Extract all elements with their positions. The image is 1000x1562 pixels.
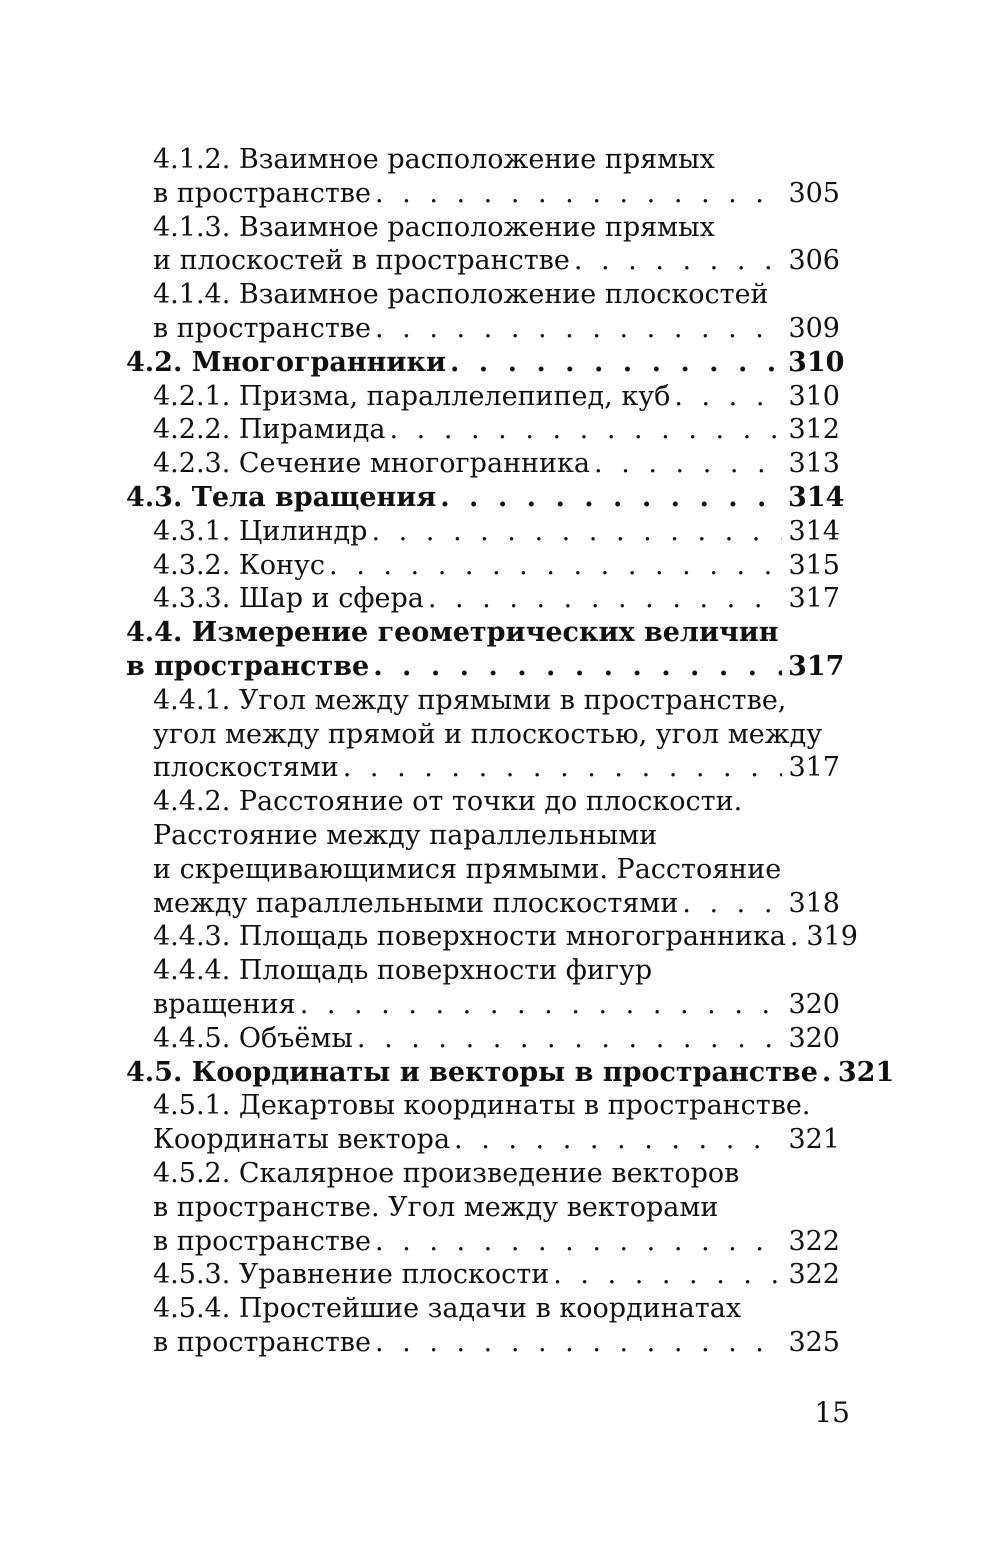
toc-entry-line: [126, 819, 840, 853]
dot-leader: [373, 650, 782, 684]
toc-entry-title: между параллельными плоскостями: [153, 887, 679, 919]
toc-entry-title: в пространстве: [153, 177, 371, 209]
toc-entry-line: [126, 1258, 840, 1292]
toc-entry-line: [126, 1123, 840, 1157]
toc-entry-line: [126, 751, 840, 785]
toc-entry-title: 4.5.4. Простейшие задачи в координатах: [153, 1293, 742, 1325]
toc-entry-title: 4.5. Координаты и векторы в пространстве: [126, 1056, 818, 1088]
toc-entry-line: [126, 380, 840, 414]
toc-section-heading: [126, 1056, 895, 1090]
dot-leader: [375, 312, 782, 346]
toc-entry-line: [126, 211, 840, 245]
toc-page-number: 319: [806, 921, 858, 953]
toc-entry-line: [126, 1292, 840, 1326]
toc-entry-line: [126, 447, 840, 481]
dot-leader: [300, 988, 782, 1022]
toc-page-number: 317: [788, 650, 845, 682]
toc-page-number: 312: [788, 414, 840, 446]
toc-entry-title: 4.2.3. Сечение многогранника: [153, 448, 591, 480]
toc-page-number: 313: [788, 448, 840, 480]
dot-leader: [375, 1326, 782, 1360]
dot-leader: [450, 346, 782, 380]
toc-entry-title: 4.2.1. Призма, параллелепипед, куб: [153, 380, 671, 412]
toc-page-number: 305: [788, 177, 840, 209]
dot-leader: [375, 1225, 782, 1259]
toc-entry-line: [126, 684, 840, 718]
toc-entry-line: [126, 1022, 840, 1056]
toc-entry-title: 4.4.5. Объёмы: [153, 1022, 353, 1054]
toc-entry-title: 4.4.1. Угол между прямыми в пространстве,: [153, 684, 787, 716]
dot-leader: [574, 244, 782, 278]
toc-entry-line: [126, 177, 840, 211]
dot-leader: [594, 447, 782, 481]
toc-page-number: 322: [788, 1259, 840, 1291]
toc-entry-title: и плоскостей в пространстве: [153, 245, 570, 277]
toc-page-number: 306: [788, 245, 840, 277]
toc-page-number: 309: [788, 312, 840, 344]
toc-entry-line: [126, 1089, 840, 1123]
dot-leader: [682, 887, 782, 921]
toc-entry-title: 4.5.3. Уравнение плоскости: [153, 1259, 550, 1291]
toc-entry-line: [126, 549, 840, 583]
toc-entry-title: в пространстве. Угол между векторами: [153, 1191, 719, 1223]
toc-page-number: 318: [788, 887, 840, 919]
toc-entry-title: 4.5.2. Скалярное произведение векторов: [153, 1157, 740, 1189]
toc-page-number: 321: [837, 1056, 895, 1088]
toc-entry-line: [126, 143, 840, 177]
dot-leader: [329, 549, 782, 583]
toc-entry-title: и скрещивающимися прямыми. Расстояние: [153, 853, 782, 885]
dot-leader: [790, 920, 800, 954]
toc-entry-title: 4.2. Многогранники: [126, 346, 446, 378]
toc-entry-title: плоскостями: [153, 752, 339, 784]
table-of-contents: [126, 143, 895, 1360]
toc-entry-title: угол между прямой и плоскостью, угол между: [153, 718, 823, 750]
dot-leader: [454, 1123, 782, 1157]
dot-leader: [390, 413, 782, 447]
toc-entry-title: 4.5.1. Декартовы координаты в пространстве.: [153, 1090, 811, 1122]
toc-entry-title: 4.3.2. Конус: [153, 549, 326, 581]
dot-leader: [371, 515, 782, 549]
toc-entry-title: 4.3. Тела вращения: [126, 481, 437, 513]
toc-entry-title: 4.1.4. Взаимное расположение плоскостей: [153, 279, 769, 311]
toc-entry-title: в пространстве: [153, 312, 371, 344]
dot-leader: [428, 582, 782, 616]
toc-entry-line: [126, 1157, 840, 1191]
dot-leader: [343, 751, 782, 785]
toc-entry-line: [126, 988, 840, 1022]
toc-entry-line: [126, 1225, 840, 1259]
toc-entry-line: [126, 413, 840, 447]
toc-entry-title: 4.4.3. Площадь поверхности многогранника: [153, 921, 786, 953]
toc-entry-title: 4.1.2. Взаимное расположение прямых: [153, 144, 715, 175]
toc-section-heading: [126, 481, 845, 515]
toc-entry-title: в пространстве: [153, 1225, 371, 1257]
toc-entry-line: [126, 278, 840, 312]
toc-page-number: 310: [788, 346, 845, 378]
toc-page-number: 314: [788, 481, 845, 513]
toc-entry-title: 4.3.1. Цилиндр: [153, 515, 368, 547]
toc-entry-title: вращения: [153, 988, 296, 1020]
toc-entry-title: Координаты вектора: [153, 1124, 451, 1156]
toc-page-number: 310: [788, 380, 840, 412]
toc-section-heading: [126, 650, 845, 684]
toc-entry-line: [126, 954, 840, 988]
toc-page-number: 314: [788, 515, 840, 547]
toc-page-number: 315: [788, 549, 840, 581]
toc-entry-title: 4.1.3. Взаимное расположение прямых: [153, 211, 715, 243]
dot-leader: [822, 1056, 832, 1090]
toc-page-number: 322: [788, 1225, 840, 1257]
toc-entry-line: [126, 1191, 840, 1225]
toc-entry-title: Расстояние между параллельными: [153, 819, 658, 851]
toc-entry-line: [126, 1326, 840, 1360]
toc-page-number: 320: [788, 988, 840, 1020]
toc-entry-title: в пространстве: [126, 650, 370, 682]
toc-page-number: 317: [788, 583, 840, 615]
toc-entry-line: [126, 920, 858, 954]
toc-page-number: 325: [788, 1326, 840, 1358]
toc-entry-line: [126, 887, 840, 921]
toc-page-number: 321: [788, 1124, 840, 1156]
dot-leader: [674, 380, 782, 414]
toc-page-number: 320: [788, 1022, 840, 1054]
toc-entry-title: 4.4. Измерение геометрических величин: [126, 617, 779, 649]
toc-entry-title: в пространстве: [153, 1326, 371, 1358]
toc-entry-line: [126, 785, 840, 819]
dot-leader: [357, 1022, 782, 1056]
dot-leader: [553, 1258, 782, 1292]
toc-entry-title: 4.3.3. Шар и сфера: [153, 583, 424, 615]
toc-entry-line: [126, 515, 840, 549]
toc-section-heading: [126, 346, 845, 380]
toc-entry-line: [126, 244, 840, 278]
toc-entry-line: [126, 853, 840, 887]
dot-leader: [375, 177, 782, 211]
toc-section-heading: [126, 616, 840, 650]
toc-entry-line: [126, 582, 840, 616]
toc-entry-line: [126, 718, 840, 752]
toc-entry-title: 4.2.2. Пирамида: [153, 414, 386, 446]
toc-page-number: 317: [788, 752, 840, 784]
page-number: 15: [814, 1396, 850, 1429]
toc-entry-title: 4.4.2. Расстояние от точки до плоскости.: [153, 786, 743, 818]
toc-entry-title: 4.4.4. Площадь поверхности фигур: [153, 955, 653, 987]
toc-entry-line: [126, 312, 840, 346]
dot-leader: [440, 481, 782, 515]
